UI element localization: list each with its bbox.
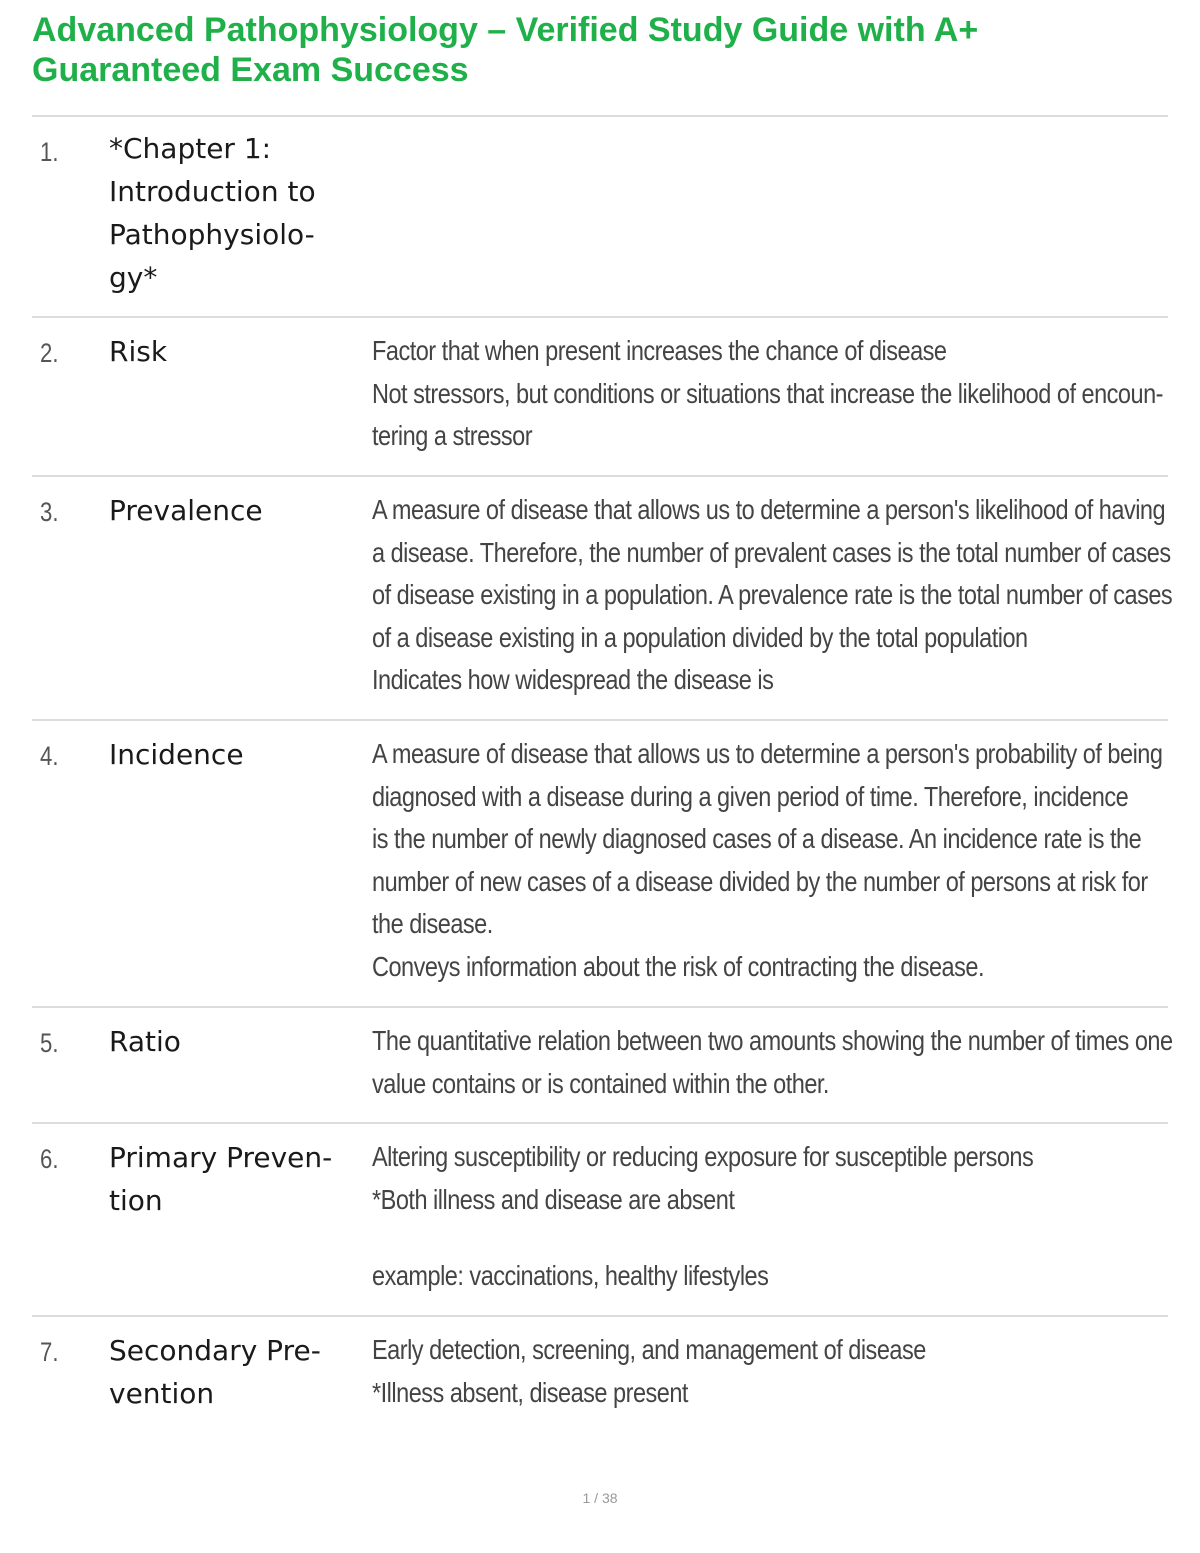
row-definition xyxy=(372,489,1174,702)
definition-line: number of new cases of a disease divided by the number of persons at risk for xyxy=(372,865,1148,897)
table-row xyxy=(32,721,1168,1008)
term-line: vention xyxy=(109,1377,215,1410)
document-title: Advanced Pathophysiology – Verified Study Guide with A+ Guaranteed Exam Success xyxy=(32,11,979,89)
row-term xyxy=(109,1020,354,1063)
definition-line: Early detection, screening, and management of disease xyxy=(372,1334,926,1365)
definition-line: A measure of disease that allows us to determine a person's likelihood of having xyxy=(372,494,1166,525)
definition-line: the disease. xyxy=(372,908,493,940)
definition-line: Factor that when present increases the chance of disease xyxy=(372,335,947,366)
definition-line: value contains or is contained within the other. xyxy=(372,1067,829,1099)
row-term xyxy=(109,127,354,299)
definition-line: is the number of newly diagnosed cases of a disease. An incidence rate is the xyxy=(372,823,1142,855)
row-term xyxy=(109,1329,354,1415)
definition-line: tering a stressor xyxy=(372,420,533,452)
row-number: 1. xyxy=(40,137,59,167)
definition-line: The quantitative relation between two amounts showing the number of times one xyxy=(372,1025,1173,1056)
definition-line: of disease existing in a population. A prevalence rate is the total number of cases xyxy=(372,579,1173,611)
term-line: Introduction to xyxy=(109,175,316,208)
definition-line: *Illness absent, disease present xyxy=(372,1376,688,1408)
page-indicator: 1 / 38 xyxy=(582,1490,618,1506)
flashcard-list xyxy=(32,117,1173,1437)
row-number: 3. xyxy=(40,497,59,527)
row-number: 6. xyxy=(40,1144,59,1174)
row-term xyxy=(109,330,354,373)
term-line: tion xyxy=(109,1184,163,1217)
row-definition xyxy=(372,1020,1174,1105)
table-row xyxy=(32,1008,1173,1124)
row-number: 4. xyxy=(40,741,59,771)
term-line: Risk xyxy=(109,335,168,368)
definition-line: *Both illness and disease are absent xyxy=(372,1183,735,1215)
row-definition xyxy=(372,1136,1174,1298)
table-row xyxy=(32,117,1168,318)
row-number: 7. xyxy=(40,1337,59,1367)
definition-line: diagnosed with a disease during a given period of time. Therefore, incidence xyxy=(372,780,1129,812)
row-definition xyxy=(372,733,1174,989)
definition-line: Not stressors, but conditions or situations that increase the likelihood of encoun- xyxy=(372,377,1163,409)
term-line: Pathophysiolo- xyxy=(109,218,315,251)
row-term xyxy=(109,733,354,776)
definition-spacer xyxy=(372,1221,1174,1255)
term-line: Ratio xyxy=(109,1025,181,1058)
definition-line: Conveys information about the risk of contracting the disease. xyxy=(372,950,984,982)
row-term xyxy=(109,1136,354,1222)
table-row xyxy=(32,1124,1168,1317)
row-term xyxy=(109,489,354,532)
definition-line: example: vaccinations, healthy lifestyles xyxy=(372,1260,769,1292)
term-line: Incidence xyxy=(109,738,244,771)
term-line: *Chapter 1: xyxy=(109,132,272,165)
definition-line: a disease. Therefore, the number of prevalent cases is the total number of cases xyxy=(372,536,1171,568)
definition-line: Altering susceptibility or reducing exposure for susceptible persons xyxy=(372,1141,1034,1172)
term-line: Secondary Pre- xyxy=(109,1334,321,1367)
definition-line: A measure of disease that allows us to determine a person's probability of being xyxy=(372,738,1163,769)
row-definition xyxy=(372,330,1174,458)
row-definition xyxy=(372,1329,1174,1414)
definition-line: of a disease existing in a population divided by the total population xyxy=(372,621,1028,653)
table-row xyxy=(32,318,1168,477)
term-line: Primary Preven- xyxy=(109,1141,333,1174)
table-row xyxy=(32,477,1173,721)
table-row xyxy=(32,1317,1168,1437)
row-number: 5. xyxy=(40,1028,59,1058)
term-line: gy* xyxy=(109,261,158,294)
row-number: 2. xyxy=(40,338,59,368)
definition-line: Indicates how widespread the disease is xyxy=(372,664,774,696)
term-line: Prevalence xyxy=(109,494,263,527)
